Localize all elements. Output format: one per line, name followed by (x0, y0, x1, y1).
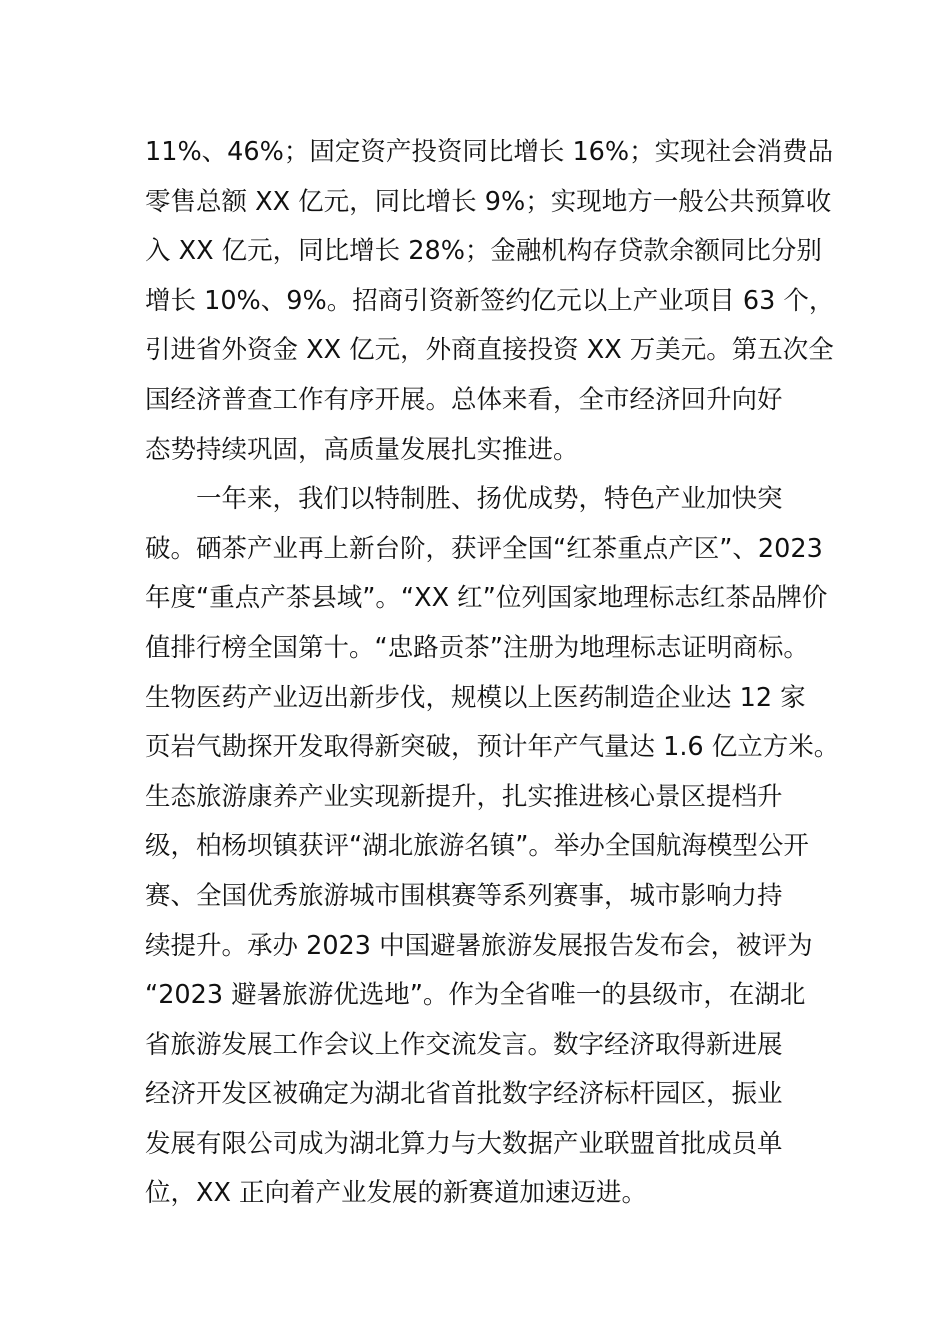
text-line: 引进省外资金 XX 亿元，外商直接投资 XX 万美元。第五次全 (145, 335, 834, 366)
text-line: 省旅游发展工作会议上作交流发言。数字经济取得新进展 (145, 1029, 783, 1060)
text-line: 增长 10%、9%。招商引资新签约亿元以上产业项目 63 个， (145, 285, 835, 316)
text-line: 零售总额 XX 亿元，同比增长 9%；实现地方一般公共预算收 (145, 186, 832, 217)
text-line: 生态旅游康养产业实现新提升，扎实推进核心景区提档升 (145, 781, 783, 812)
text-line: 国经济普查工作有序开展。总体来看，全市经济回升向好 (145, 384, 783, 415)
text-line: 一年来，我们以特制胜、扬优成势，特色产业加快突 (145, 484, 783, 515)
text-line: 赛、全国优秀旅游城市围棋赛等系列赛事，城市影响力持 (145, 880, 783, 911)
text-line: 级，柏杨坝镇获评“湖北旅游名镇”。举办全国航海模型公开 (145, 831, 809, 862)
text-line: 经济开发区被确定为湖北省首批数字经济标杆园区，振业 (145, 1079, 783, 1110)
text-line: 值排行榜全国第十。“忠路贡茶”注册为地理标志证明商标。 (145, 632, 809, 663)
text-line: 续提升。承办 2023 中国避暑旅游发展报告发布会，被评为 (145, 930, 813, 961)
text-line: “2023 避暑旅游优选地”。作为全省唯一的县级市，在湖北 (145, 980, 806, 1011)
text-line: 入 XX 亿元，同比增长 28%；金融机构存贷款余额同比分别 (145, 236, 822, 267)
body-text (145, 128, 840, 1219)
text-line: 年度“重点产茶县域”。“XX 红”位列国家地理标志红茶品牌价 (145, 583, 828, 614)
text-line: 页岩气勘探开发取得新突破，预计年产气量达 1.6 亿立方米。 (145, 732, 840, 763)
text-line: 态势持续巩固，高质量发展扎实推进。 (145, 434, 579, 465)
text-line: 发展有限公司成为湖北算力与大数据产业联盟首批成员单 (145, 1128, 783, 1159)
text-line: 位，XX 正向着产业发展的新赛道加速迈进。 (145, 1178, 648, 1209)
text-line: 生物医药产业迈出新步伐，规模以上医药制造企业达 12 家 (145, 682, 806, 713)
text-line: 破。硒茶产业再上新台阶，获评全国“红茶重点产区”、2023 (145, 533, 823, 564)
text-line: 11%、46%；固定资产投资同比增长 16%；实现社会消费品 (145, 137, 834, 167)
